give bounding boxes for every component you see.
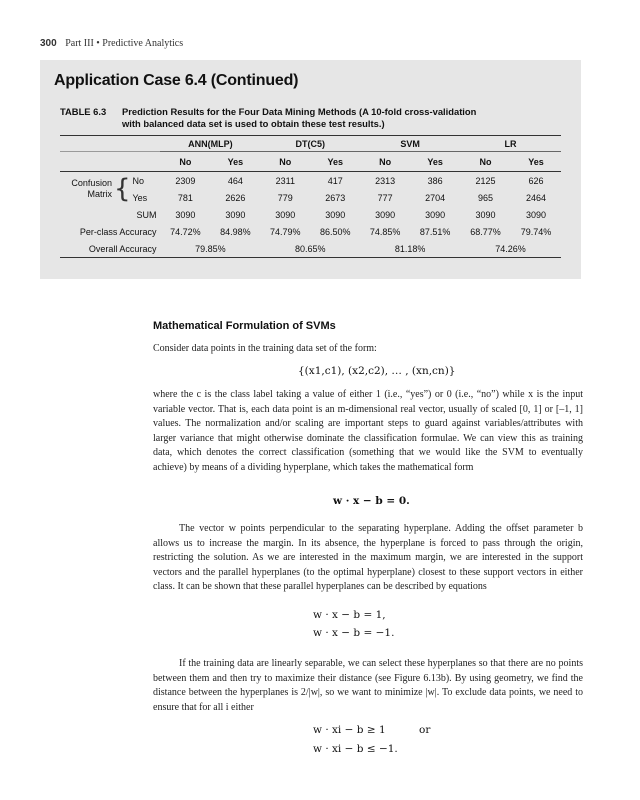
table-cell: 2311 <box>275 175 295 186</box>
equation-parallel-1: w · x − b = 1, <box>313 609 386 621</box>
table-caption-line-1: Prediction Results for the Four Data Mining Methods (A 10-fold cross-validation <box>122 106 477 117</box>
table-cell: 3090 <box>325 209 346 220</box>
case-title: Application Case 6.4 (Continued) <box>54 72 299 89</box>
table-cell: 79.74% <box>520 226 552 237</box>
intro-paragraph: Consider data points in the training data set of the form: <box>153 343 377 354</box>
subheader-cell: No <box>360 152 410 172</box>
table-label: TABLE 6.3 <box>60 106 107 117</box>
table-cell: 3090 <box>525 209 547 220</box>
row-label: Overall Accuracy <box>60 240 160 258</box>
table-cell: 81.18% <box>360 240 460 258</box>
matrix-label: Matrix <box>87 189 112 199</box>
subheader-cell: No <box>460 152 511 172</box>
table-cell: 781 <box>177 192 193 203</box>
table-cell: 2464 <box>525 192 547 203</box>
confusion-matrix-label <box>60 172 114 207</box>
table-cell: 626 <box>528 175 544 186</box>
table-cell: 2673 <box>325 192 346 203</box>
table-cell: 386 <box>427 175 443 186</box>
paragraph-vector-w: The vector w points perpendicular to the separating hyperplane. Adding the offset parameter b allows us to increase the margin. In its absence, the hyperplane is forced to pass through the origin, restricting the solution. As we are interested in the maximum margin, we are interested in the support vectors and the parallel hyperplanes (to the optimal hyperplane) closest to these support vectors in either class. It can be shown that these parallel hyperplanes can be described by equations <box>153 523 583 592</box>
table-caption <box>60 106 560 130</box>
table-cell: 2309 <box>175 175 196 186</box>
method-header-ann: ANN(MLP) <box>160 136 260 152</box>
part-title: Part III • Predictive Analytics <box>65 38 184 49</box>
table-cell: 74.26% <box>460 240 561 258</box>
table-cell: 3090 <box>475 209 496 220</box>
table-cell: 3090 <box>225 209 246 220</box>
table-cell: 74.79% <box>270 226 301 237</box>
row-label: Yes <box>132 192 148 203</box>
table-row-sum <box>60 206 561 223</box>
brace-icon: { <box>113 174 131 204</box>
table-cell: 87.51% <box>419 226 451 237</box>
table-row-no <box>60 172 561 190</box>
table-method-header-row <box>60 136 561 152</box>
subheader-cell: No <box>160 152 210 172</box>
method-header-lr: LR <box>460 136 561 152</box>
running-head <box>40 38 183 49</box>
equation-inequality-2: w · xi − b ≤ −1. <box>313 743 398 755</box>
subheader-cell: Yes <box>210 152 260 172</box>
equation-parallel-2: w · x − b = −1. <box>313 627 395 639</box>
subheader-cell: Yes <box>410 152 460 172</box>
subheader-cell: Yes <box>511 152 561 172</box>
table-cell: 965 <box>478 192 494 203</box>
table-cell: 2626 <box>225 192 246 203</box>
paragraph-class-label: where the c is the class label taking a value of either 1 (i.e., “yes”) or 0 (i.e., “no”) while x is the input variable vector. That is, each data point is an m-dimensional real vector, usually of scaled [0, 1] or [–1, 1] values. The normalization and/or scaling are important steps to guard against variables/attributes with larger variance that might otherwise dominate the classification formulae. We can view this as training data, which denotes the correct classification (something that we would like the SVM to eventually achieve) by means of a dividing hyperplane, which takes the mathematical form <box>153 389 583 473</box>
table-cell: 464 <box>227 175 243 186</box>
table-cell: 3090 <box>275 209 296 220</box>
table-cell: 3090 <box>425 209 446 220</box>
table-cell: 86.50% <box>319 226 351 237</box>
table-cell: 777 <box>377 192 393 203</box>
equation-training-points: {(x1,c1), (x2,c2), … , (xn,cn)} <box>298 365 456 377</box>
confusion-label: Confusion <box>71 178 112 188</box>
row-label: Per-class Accuracy <box>79 226 157 237</box>
application-case-box <box>40 60 581 279</box>
table-subheader-row <box>60 152 561 172</box>
table-cell: 2704 <box>425 192 446 203</box>
table-cell: 84.98% <box>220 226 251 237</box>
table-cell: 74.72% <box>170 226 201 237</box>
equation-or: or <box>419 724 431 736</box>
table-cell: 74.85% <box>369 226 401 237</box>
table-row-overall-accuracy <box>60 240 561 258</box>
table-cell: 68.77% <box>470 226 501 237</box>
row-label: SUM <box>136 209 157 220</box>
table-cell: 2313 <box>375 175 396 186</box>
equation-inequality-1: w · xi − b ≥ 1 <box>313 724 386 736</box>
table-cell: 417 <box>327 175 343 186</box>
table-cell: 80.65% <box>260 240 360 258</box>
section-title: Mathematical Formulation of SVMs <box>153 320 336 332</box>
table-cell: 3090 <box>375 209 396 220</box>
table-row-yes <box>60 189 561 206</box>
page-number: 300 <box>40 38 57 49</box>
table-cell: 79.85% <box>160 240 260 258</box>
paragraph-linearly-separable: If the training data are linearly separable, we can select these hyperplanes so that there are no points between them and then try to maximize their distance (see Figure 6.13b). By using geometry, we find the distance between the hyperplanes is 2/|w|, so we want to minimize |w|. To exclude data points, we need to ensure that for all i either <box>153 658 583 713</box>
prediction-results-table <box>60 135 561 258</box>
subheader-cell: Yes <box>310 152 360 172</box>
table-row-per-class-accuracy <box>60 223 561 240</box>
method-header-svm: SVM <box>360 136 460 152</box>
table-caption-line-2: with balanced data set is used to obtain these test results.) <box>122 118 385 129</box>
equation-hyperplane: w · x − b = 0. <box>333 495 410 507</box>
table-cell: 2125 <box>475 175 496 186</box>
row-label: No <box>132 175 145 186</box>
table-cell: 779 <box>277 192 293 203</box>
table-cell: 3090 <box>175 209 196 220</box>
method-header-dt: DT(C5) <box>260 136 360 152</box>
subheader-cell: No <box>260 152 310 172</box>
